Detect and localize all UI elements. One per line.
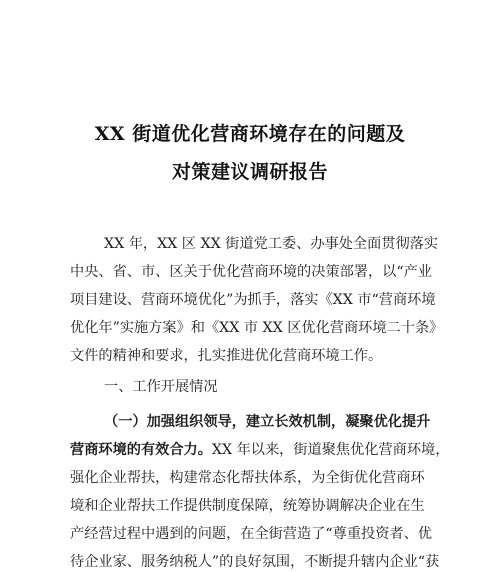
subsection-line-3: 强化企业帮扶，构建常态化帮扶体系，为全街优化营商环 <box>70 470 425 486</box>
subsection-line-4: 境和企业帮扶工作提供制度保障，统筹协调解决企业在生 <box>70 498 425 514</box>
intro-line-3: 项目建设、营商环境优化”为抓手，落实《XX 市“营商环境 <box>70 292 436 308</box>
intro-line-4: 优化年”实施方案》和《XX 市 XX 区优化营商环境二十条》 <box>70 320 444 336</box>
section-heading: 一、工作开展情况 <box>104 379 218 395</box>
document-title-line-2: 对策建议调研报告 <box>171 161 328 183</box>
document-title-line-1: XX 街道优化营商环境存在的问题及 <box>94 123 406 145</box>
subsection-heading-line-2: 营商环境的有效合力。 <box>70 442 212 458</box>
subsection-line-5: 产经营过程中遇到的问题，在全街营造了“尊重投资者、优 <box>70 526 432 542</box>
intro-line-2: 中央、省、市、区关于优化营商环境的决策部署，以“产业 <box>70 264 432 280</box>
intro-line-5: 文件的精神和要求，扎实推进优化营商环境工作。 <box>70 348 383 364</box>
subsection-line-6: 待企业家、服务纳税人”的良好氛围，不断提升辖内企业“获 <box>70 554 440 570</box>
subsection-line-2-rest: XX 年以来，街道聚焦优化营商环境， <box>211 442 450 458</box>
subsection-heading-line-1: （一）加强组织领导，建立长效机制，凝聚优化提升 <box>104 414 431 430</box>
subsection-line-2 <box>70 440 449 460</box>
intro-line-1: XX 年，XX 区 XX 街道党工委、办事处全面贯彻落实 <box>104 236 439 252</box>
